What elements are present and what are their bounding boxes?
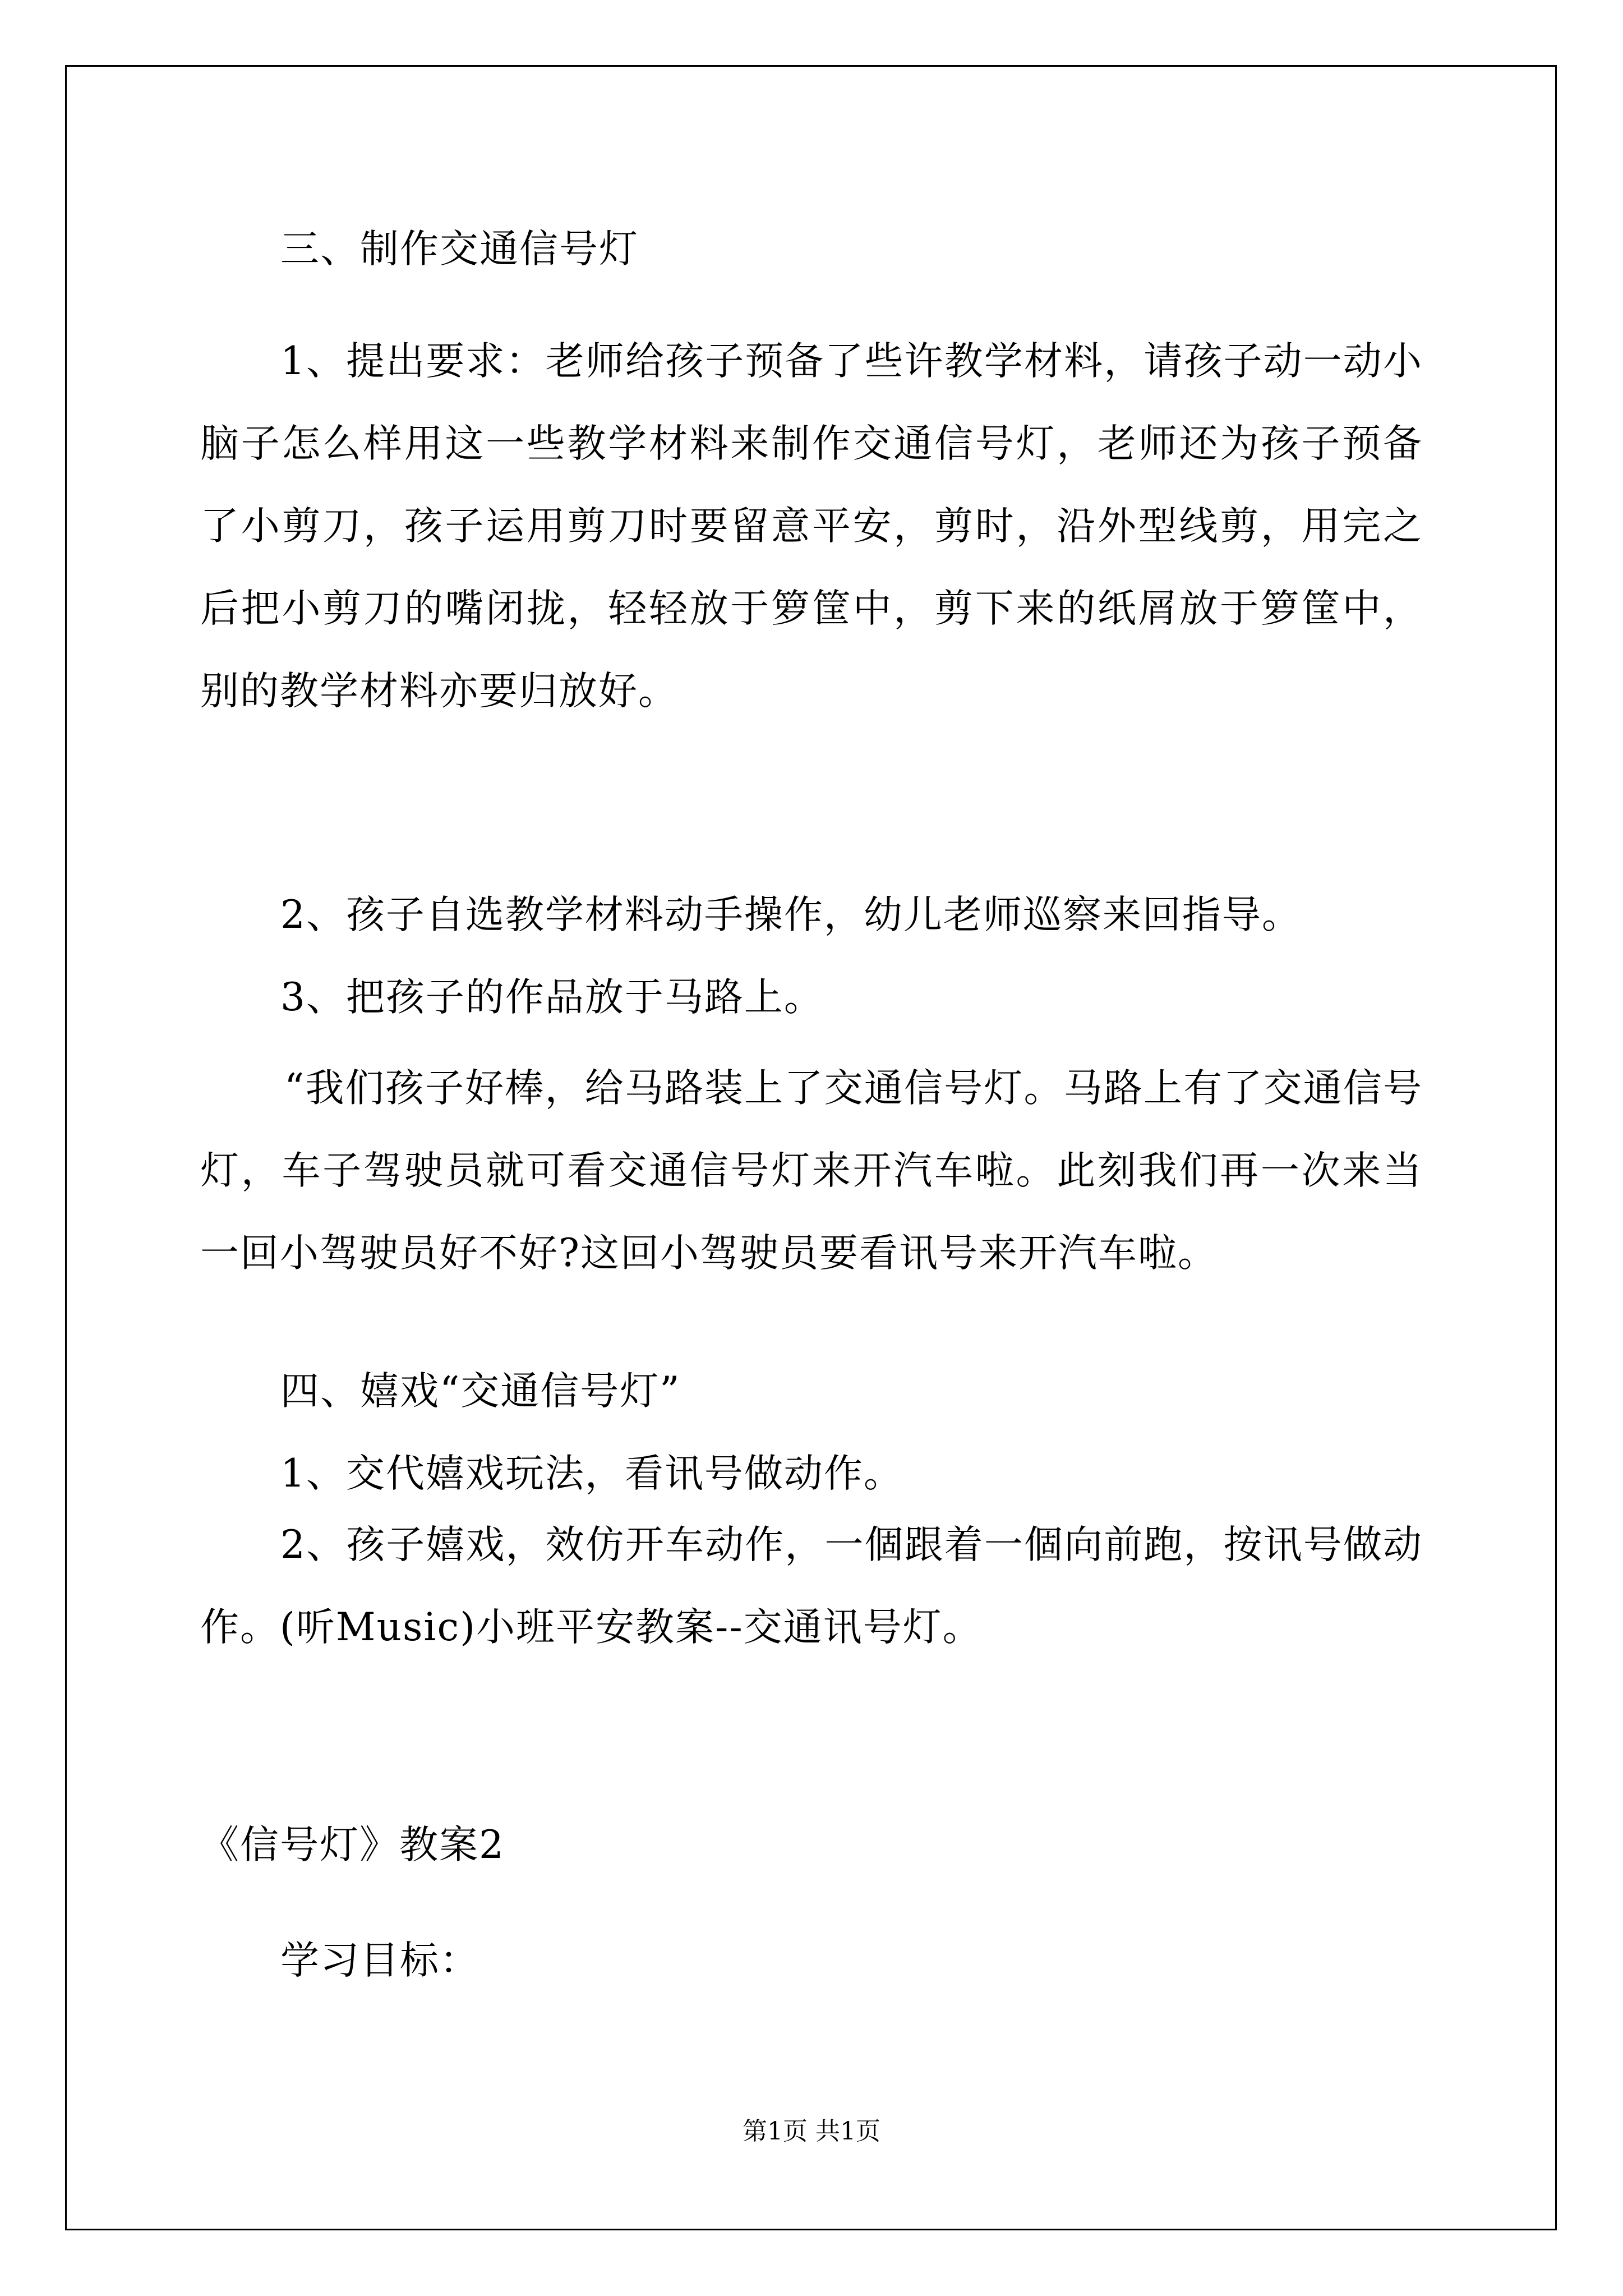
page-footer: 第1页 共1页: [743, 2117, 880, 2146]
lesson-title: 《信号灯》教案2: [200, 1823, 505, 1867]
paragraph-place-works: 3、把孩子的作品放于马路上。: [280, 975, 824, 1020]
paragraph-quote: “我们孩子好棒，给马路装上了交通信号灯。马路上有了交通信号灯，车子驾驶员就可看交通信号灯来开汽车啦。此刻我们再一次来当一回小驾驶员好不好?这回小驾驶员要看讯号来开汽车啦。: [200, 1066, 1423, 1276]
section-heading-four: 四、嬉戏“交通信号灯”: [280, 1369, 681, 1414]
paragraph-self-select: 2、孩子自选教学材料动手操作，幼儿老师巡察来回指导。: [280, 892, 1302, 937]
paragraph-requirements: 1、提出要求：老师给孩子预备了些许教学材料，请孩子动一动小脑子怎么样用这一些教学材料来制作交通信号灯，老师还为孩子预备了小剪刀，孩子运用剪刀时要留意平安，剪时，沿外型线剪，用完之后把小剪刀的嘴闭拢，轻轻放于箩筐中，剪下来的纸屑放于箩筐中，别的教学材料亦要归放好。: [200, 339, 1423, 714]
section-heading-three: 三、制作交通信号灯: [280, 227, 639, 272]
learning-goals-heading: 学习目标：: [280, 1938, 479, 1983]
paragraph-game-rules: 1、交代嬉戏玩法，看讯号做动作。: [280, 1451, 903, 1496]
paragraph-game-play: 2、孩子嬉戏，效仿开车动作，一個跟着一個向前跑，按讯号做动作。(听Music)小班平安教案--交通讯号灯。: [200, 1522, 1423, 1650]
